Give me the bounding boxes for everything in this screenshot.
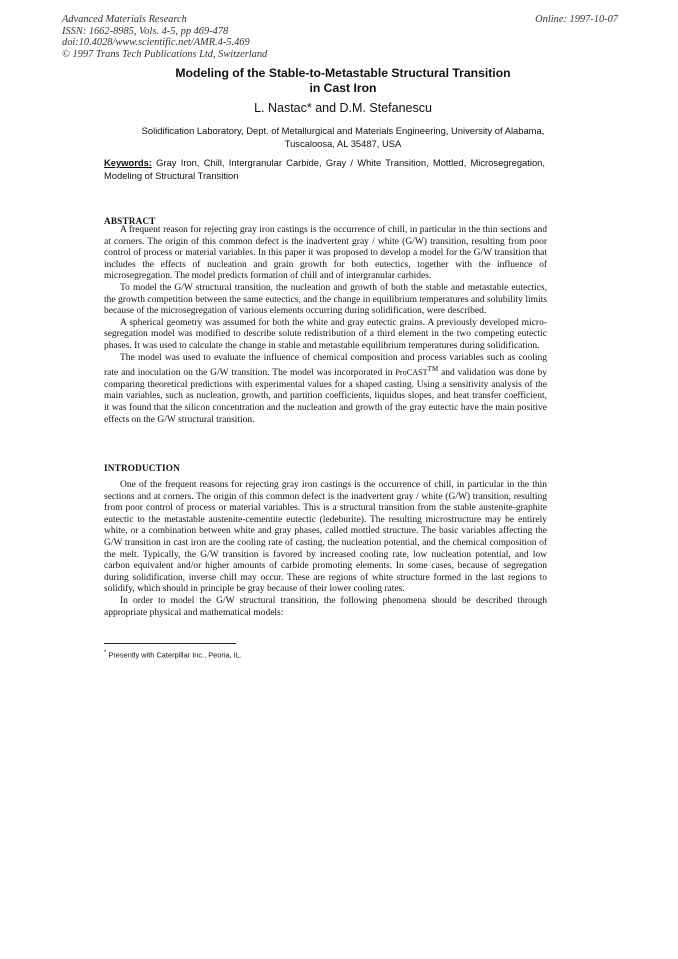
abstract-paragraph: To model the G/W structural transition, the nucleation and growth of both the stable and metastable eutectics, the growth competition between the same eutectics, and the change in equilibrium temperatures and solubility limits because of the microsegregation of various elements occurring during solidification, were described.	[104, 282, 547, 317]
paper-title	[60, 66, 626, 95]
abstract-heading: ABSTRACT	[104, 216, 156, 226]
introduction-heading: INTRODUCTION	[104, 463, 180, 473]
issn-line: ISSN: 1662-8985, Vols. 4-5, pp 469-478	[62, 25, 229, 37]
footnote-divider	[104, 643, 236, 644]
online-date: Online: 1997-10-07	[535, 14, 618, 25]
abstract-p4-end: and validation was done by comparing theoretical predictions with experimental values for a shaped casting. Using a sensitivity analysis of the main variables, such as nucleation, growth, and partition coefficients, liquidus slopes, and heat transfer coefficient, it was found that the silicon concentration and the nucleation and growth of the gray eutectic have the main positive effects on the G/W structural transition.	[104, 368, 547, 425]
affiliation	[80, 125, 606, 150]
abstract-paragraph	[104, 353, 547, 427]
introduction-paragraph: One of the frequent reasons for rejecting gray iron castings is the occurrence of chill, in particular in the thin sections and at corners. The origin of this common defect is the inadvertent gray / white (G/W) transition, resulting from poor control of process or material variables. This is a structural transition from the stable austenite-graphite eutectic to the metastable austenite-cementite eutectic (ledeburite). The resulting microstructure may be entirely white, or a combination between white and gray phases, called mottled structure. The basic variables affecting the G/W transition in cast iron are the cooling rate of casting, the nucleation potential, and the chemical composition of the melt. Typically, the G/W transition is favored by increased cooling rate, low nucleation potential, and low carbon equivalent and/or higher amounts of carbide promoting elements. In some cases, because of segregation during solidification, inverse chill may occur. These are regions of white structure formed in the last regions to solidify, which should in principle be gray because of their lower cooling rates.	[104, 480, 547, 595]
keywords-label: Keywords:	[104, 157, 152, 168]
title-line-1: Modeling of the Stable-to-Metastable Structural Transition	[175, 66, 511, 80]
footnote-mark: *	[104, 650, 107, 656]
introduction-body	[104, 480, 547, 619]
procast-name: ProCAST	[395, 368, 428, 378]
abstract-body	[104, 225, 547, 426]
abstract-paragraph: A spherical geometry was assumed for both the white and gray eutectic grains. A previously developed micro-segregation model was modified to describe solute redistribution of a third element in the two competing eutectic phases. It was used to calculate the change in stable and metastable equilibrium temperatures during solidification.	[104, 317, 547, 351]
abstract-paragraph: A frequent reason for rejecting gray iron castings is the occurrence of chill, in particular in the thin sections and at corners. The origin of this common defect is the inadvertent gray / white (G/W) transition, resulting from poor control of process or material variables. In this paper it was proposed to develop a model for the G/W transition that includes the effects of nucleation and grain growth for both eutectics, together with the influence of microsegregation. The model predicts formation of chill and of intergranular carbides.	[104, 225, 547, 282]
affiliation-line-1: Solidification Laboratory, Dept. of Metallurgical and Materials Engineering, University of Alabama,	[141, 125, 545, 136]
authors: L. Nastac* and D.M. Stefanescu	[254, 101, 432, 115]
copyright-line: © 1997 Trans Tech Publications Ltd, Switzerland	[62, 48, 268, 60]
abstract-p4-start: The model was used to evaluate the influence of chemical composition and process variables such as cooling rate and inoculation on the G/W transition. The model was incorporated in	[104, 352, 547, 379]
footnote-text: Presently with Caterpillar Inc., Peoria, IL.	[108, 650, 242, 660]
trademark-mark: TM	[427, 365, 439, 374]
journal-header	[62, 14, 267, 60]
journal-name: Advanced Materials Research	[62, 14, 187, 25]
introduction-paragraph: In order to model the G/W structural transition, the following phenomena should be described through appropriate physical and mathematical models:	[104, 595, 547, 618]
title-line-2: in Cast Iron	[309, 80, 377, 95]
keywords	[104, 157, 545, 182]
footnote	[104, 650, 242, 659]
affiliation-line-2: Tuscaloosa, AL 35487, USA	[284, 137, 402, 149]
keywords-text: Gray Iron, Chill, Intergranular Carbide, Gray / White Transition, Mottled, Microsegregation, Modeling of Structural Transition	[104, 157, 545, 181]
doi-line: doi:10.4028/www.scientific.net/AMR.4-5.469	[62, 37, 250, 49]
